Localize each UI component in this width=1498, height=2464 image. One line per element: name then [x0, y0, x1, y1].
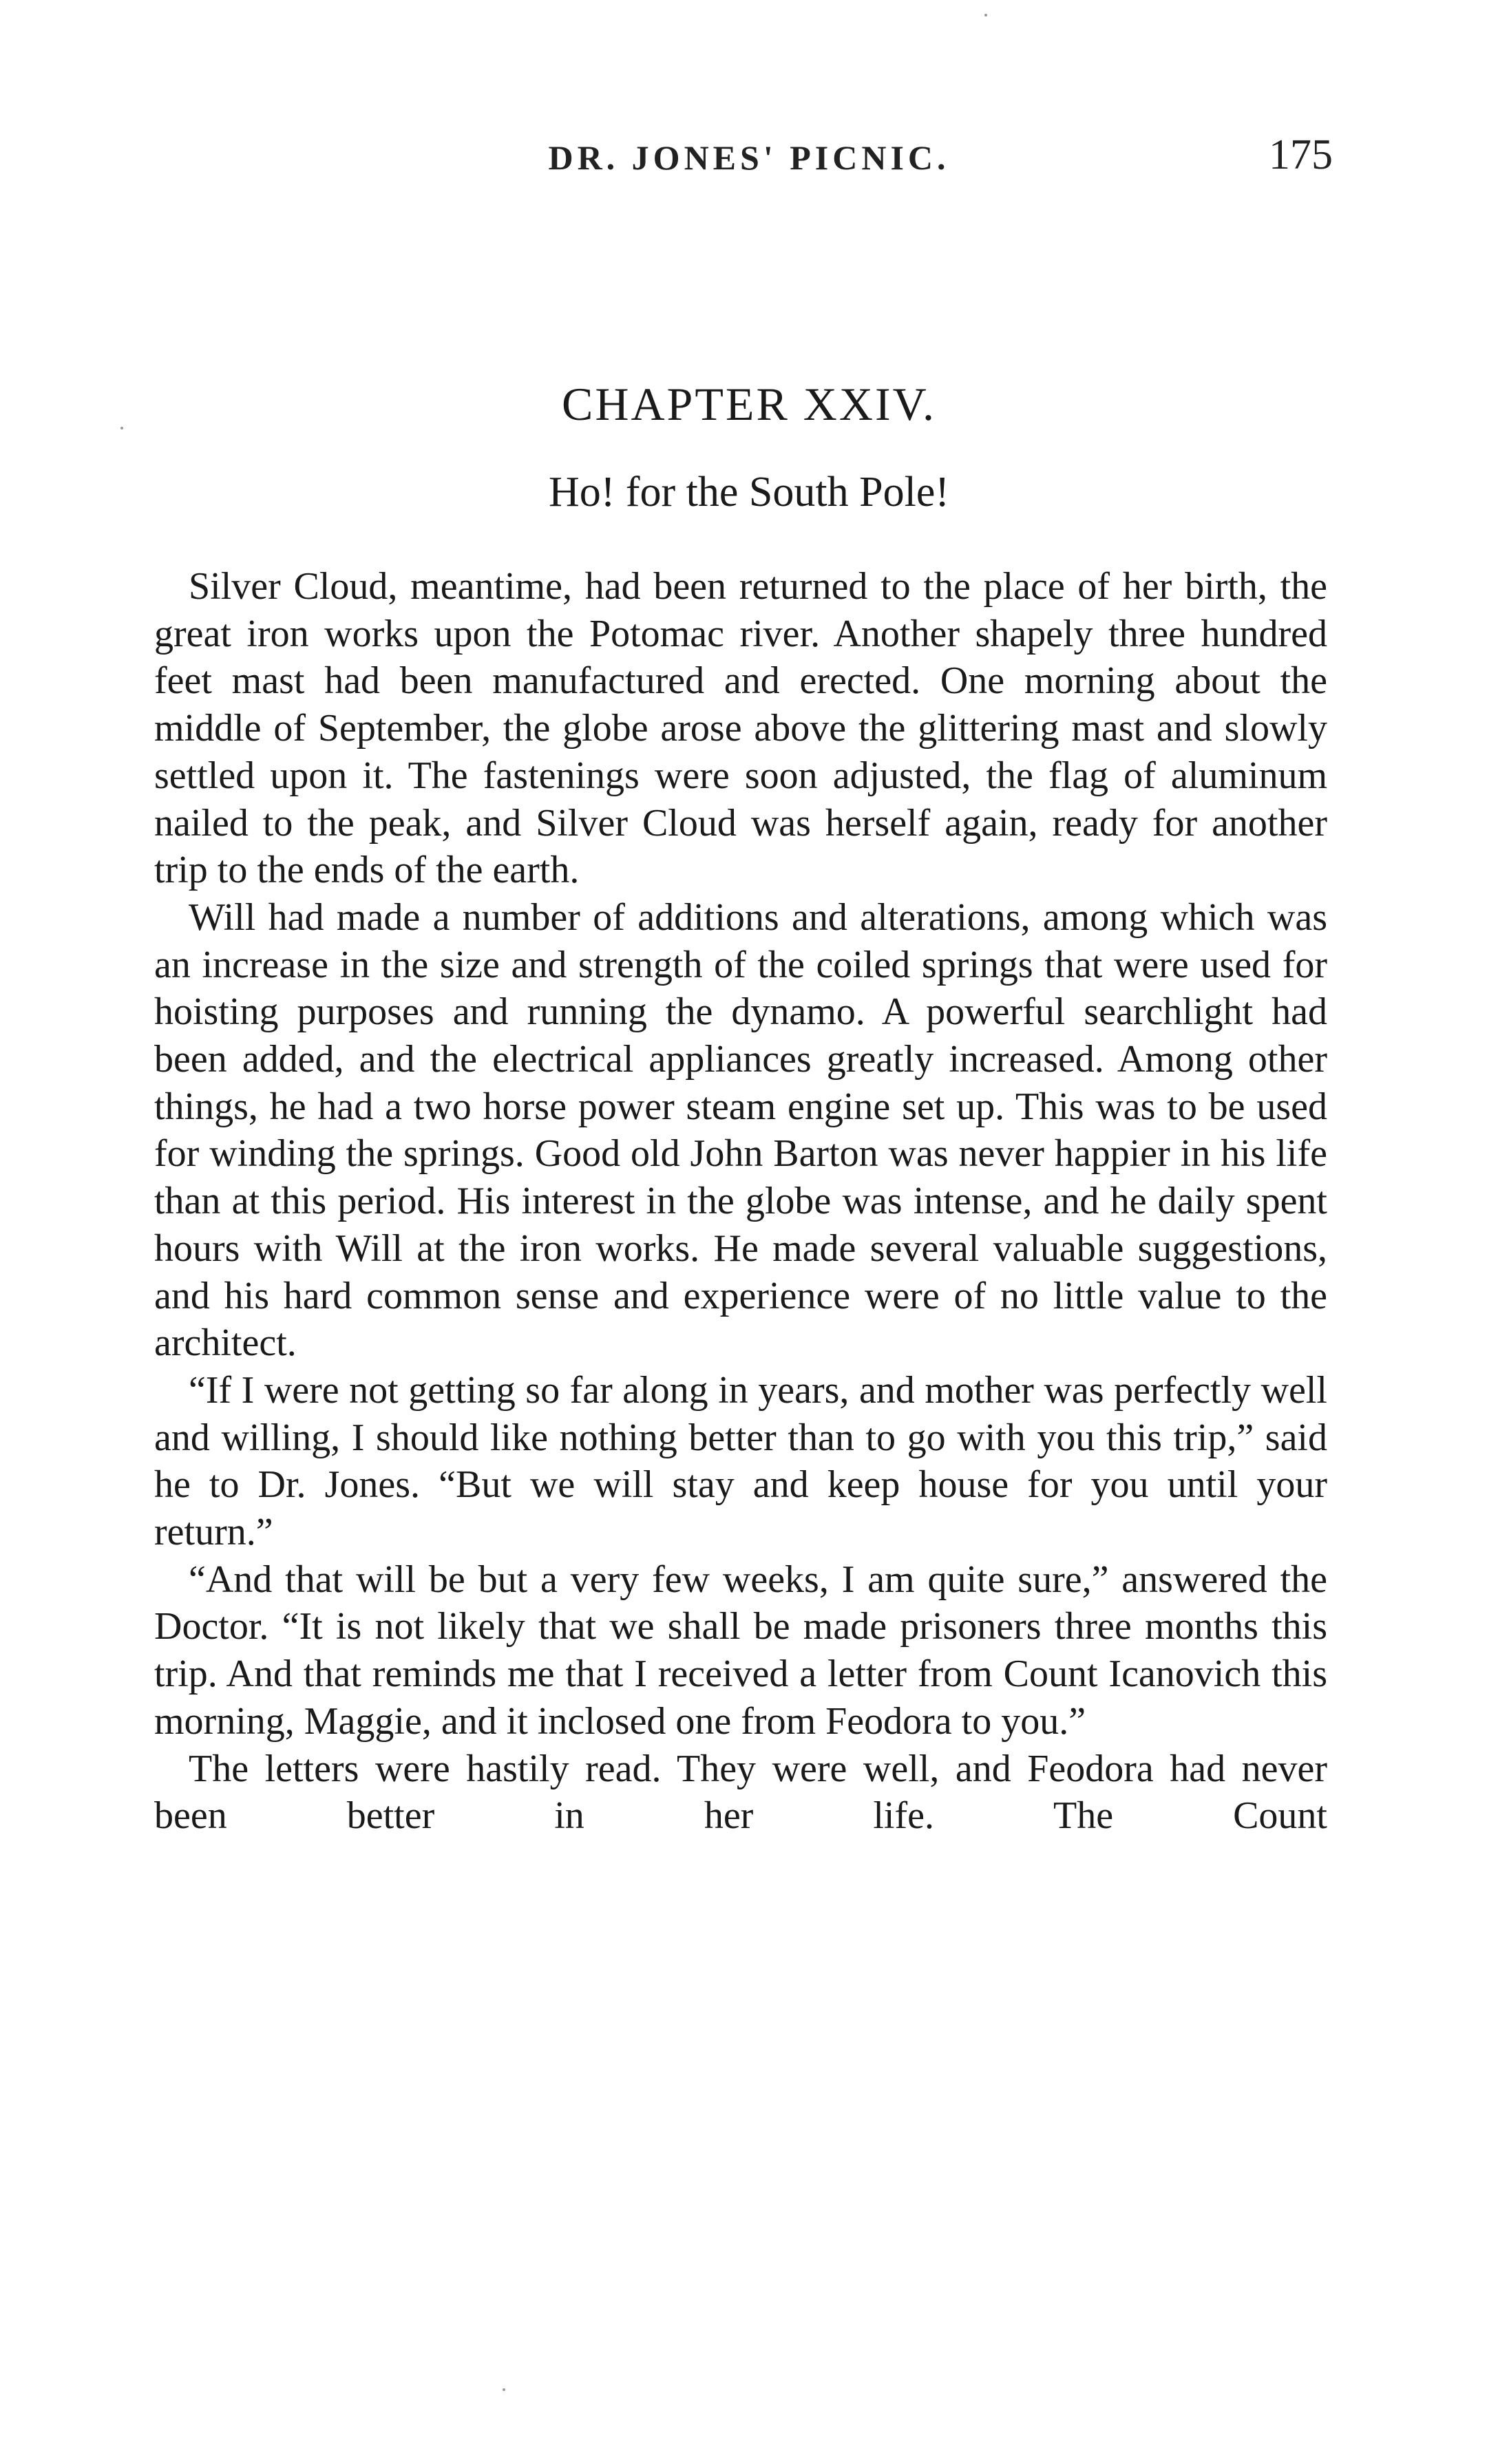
paragraph-5: The letters were hastily read. They were well, and Feodora had never been better in her life. The Count [154, 1747, 1327, 1838]
running-title: DR. JONES' PICNIC. [548, 138, 950, 177]
paragraph-3: “If I were not getting so far along in years, and mother was perfectly well and willing, I should like nothing better than to go with you this trip,” said he to Dr. Jones. “But we will stay and keep house for you until your return.” [154, 1368, 1327, 1554]
paragraph-4: “And that will be but a very few weeks, I am quite sure,” answered the Doctor. “It is not likely that we shall be made prisoners three months this trip. And that reminds me that I received a letter from Count Icanovich this morning, Maggie, and it inclosed one from Feodora to you.” [154, 1558, 1327, 1743]
page-number: 175 [1269, 131, 1333, 178]
paper-speck [503, 2388, 505, 2391]
body-text [154, 563, 1327, 1840]
paper-speck [120, 427, 123, 429]
paper-speck [984, 14, 987, 17]
running-head [0, 131, 1498, 186]
paragraph-2: Will had made a number of additions and alterations, among which was an increase in the size and strength of the coiled springs that were used for hoisting purposes and running the dynamo. A powerful searchlight had been added, and the electrical appliances greatly increased. Among other things, he had a two horse power steam engine set up. This was to be used for winding the springs. Good old John Barton was never happier in his life than at this period. His interest in the globe was intense, and he daily spent hours with Will at the iron works. He made several valuable suggestions, and his hard common sense and experience were of no little value to the architect. [154, 895, 1327, 1365]
paragraph-1: Silver Cloud, meantime, had been returned to the place of her birth, the great iron works upon the Potomac river. Another shapely three hundred feet mast had been manufactured and erected. One morning about the middle of September, the globe arose above the glittering mast and slowly settled upon it. The fastenings were soon adjusted, the flag of aluminum nailed to the peak, and Silver Cloud was herself again, ready for another trip to the ends of the earth. [154, 565, 1327, 892]
chapter-subtitle: Ho! for the South Pole! [548, 469, 950, 516]
chapter-title: CHAPTER XXIV. [561, 378, 937, 430]
